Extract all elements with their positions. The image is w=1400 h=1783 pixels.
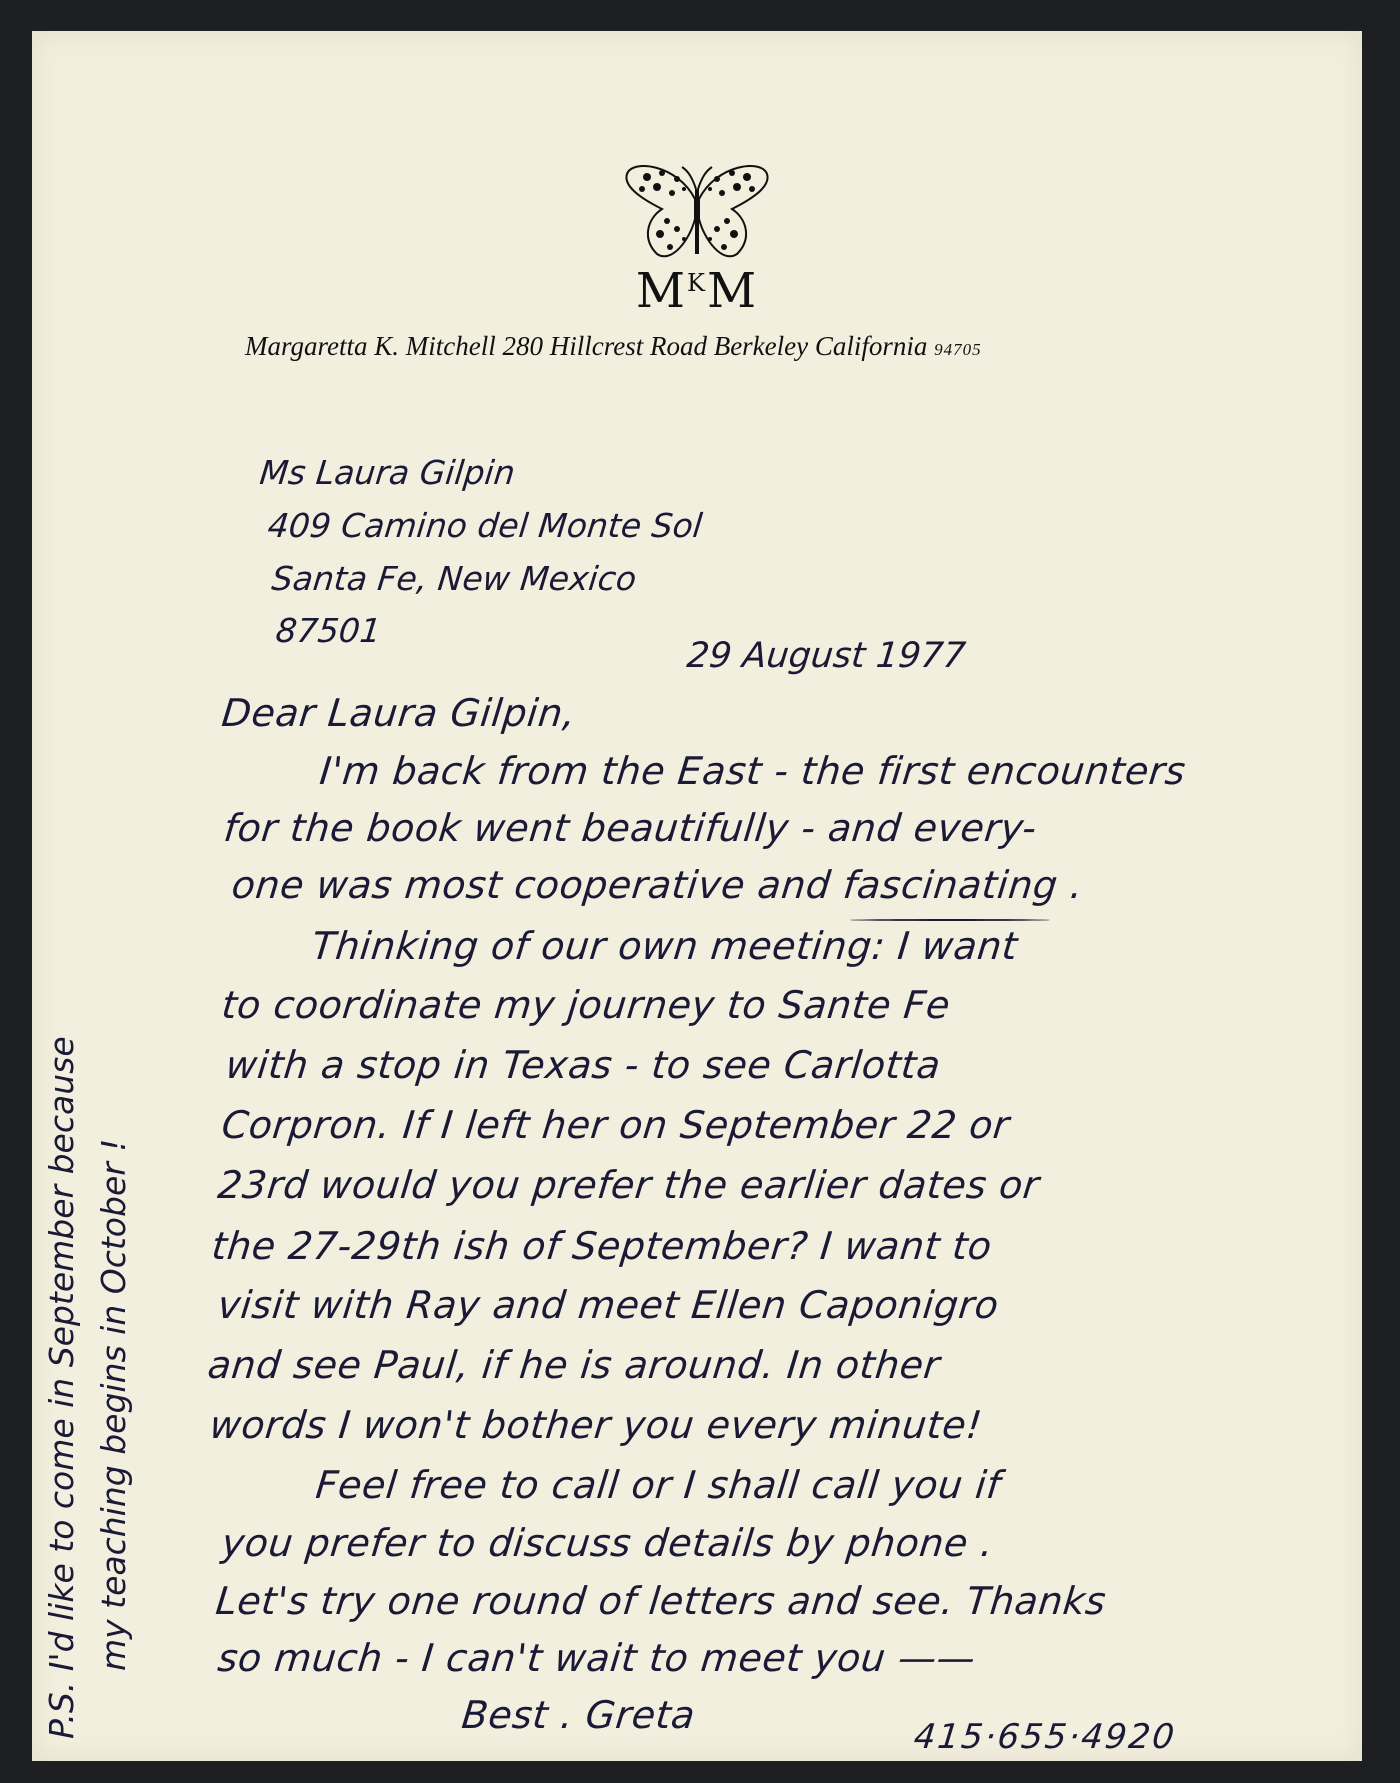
- closing-signature: Best . Greta: [459, 1693, 698, 1737]
- letterhead-street: 280 Hillcrest Road: [502, 331, 707, 361]
- body-line: words I won't bother you every minute!: [207, 1403, 985, 1447]
- body-line: to coordinate my journey to Sante Fe: [219, 983, 953, 1027]
- letterhead-city: Berkeley California: [713, 331, 928, 361]
- body-line: Thinking of our own meeting: I want: [309, 924, 1020, 968]
- body-line: Let's try one round of letters and see. Thanks: [213, 1579, 1109, 1623]
- postscript-line-1: P.S. I'd like to come in September because: [42, 1036, 81, 1739]
- body-line: with a stop in Texas - to see Carlotta: [223, 1043, 943, 1087]
- body-line: 23rd would you prefer the earlier dates or: [215, 1163, 1042, 1207]
- body-line: one was most cooperative and fascinating .: [229, 863, 1086, 907]
- body-line: visit with Ray and meet Ellen Caponigro: [215, 1283, 1001, 1327]
- letter-page: [32, 31, 1362, 1761]
- letterhead: [32, 159, 1362, 319]
- monogram: $M^KM$: [635, 263, 759, 319]
- underline-mark: [850, 919, 1050, 921]
- body-line: you prefer to discuss details by phone .: [219, 1521, 996, 1565]
- phone-number: 415·655·4920: [911, 1717, 1179, 1757]
- body-line: Corpron. If I left her on September 22 or: [219, 1103, 1012, 1147]
- body-line: Feel free to call or I shall call you if: [313, 1463, 1003, 1507]
- body-line: for the book went beautifully - and every-: [221, 806, 1039, 850]
- butterfly-emblem: [622, 159, 772, 269]
- letterhead-name: Margaretta K. Mitchell: [245, 331, 496, 361]
- recipient-zip: 87501: [273, 611, 384, 650]
- salutation: Dear Laura Gilpin,: [219, 691, 578, 735]
- postscript-line-2: my teaching begins in October !: [94, 1138, 133, 1671]
- letterhead-zip: 94705: [934, 340, 982, 359]
- letter-date: 29 August 1977: [684, 636, 968, 676]
- letterhead-address: [245, 331, 1205, 362]
- body-line: the 27-29th ish of September? I want to: [209, 1224, 995, 1268]
- body-line: so much - I can't wait to meet you ——: [215, 1636, 978, 1680]
- recipient-city: Santa Fe, New Mexico: [269, 559, 639, 598]
- body-line: and see Paul, if he is around. In other: [205, 1343, 943, 1387]
- body-line: I'm back from the East - the first encounters: [317, 749, 1188, 793]
- recipient-street: 409 Camino del Monte Sol: [265, 506, 705, 545]
- recipient-name: Ms Laura Gilpin: [257, 453, 517, 492]
